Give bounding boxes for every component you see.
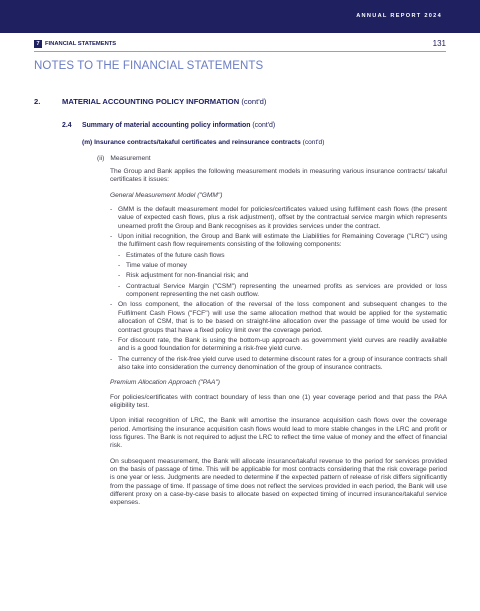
heading-2-number: 2. <box>34 97 41 106</box>
lrc-components-list <box>118 252 447 300</box>
heading-2-4-title: Summary of material accounting policy information <box>82 122 251 129</box>
gmm-list <box>110 206 447 372</box>
gmm-subheading: General Measurement Model ("GMM") <box>110 191 223 199</box>
paa-paragraph: On subsequent measurement, the Bank will allocate insurance/takaful revenue to the period for services provided on the basis of passage of time. This will be applicable for most contracts considering that the risk coverage period is one year or less. Judgments are needed to determine if the expected pattern of release of risk differs significantly from the passage of time. If passage of time does not reflect the services provided in each period, the Bank will use different proxy on a case-by-case basis to allocate based on expected timing of incurred insurance/takaful service expenses. <box>110 457 447 507</box>
top-banner <box>0 0 480 33</box>
list-item: - Contractual Service Margin ("CSM") representing the unearned profits as services are provided or loss component representing the net cash outflow. <box>118 283 447 300</box>
list-item: - Risk adjustment for non-financial risk; and <box>118 272 447 280</box>
heading-2-title: MATERIAL ACCOUNTING POLICY INFORMATION <box>62 97 240 106</box>
heading-2-text <box>62 97 266 106</box>
heading-2-4-cont: (cont'd) <box>252 122 276 129</box>
section-header <box>34 39 446 50</box>
paa-paragraph: Upon initial recognition of LRC, the Bank will amortise the insurance acquisition cash flows over the coverage period. Amortising the insurance acquisition cash flows would lead to more stable changes in the LRC and profit or loss figures. The Bank is not required to adjust the LRC to reflect the time value of money and the effect of financial risk. <box>110 417 447 450</box>
annual-report-label: ANNUAL REPORT 2024 <box>356 13 442 19</box>
list-item: - Time value of money <box>118 262 447 270</box>
section-number-badge: 7 <box>34 40 42 48</box>
intro-paragraph: The Group and Bank applies the following measurement models in measuring various insurance contracts/ takaful certificates it issues: <box>110 168 447 184</box>
list-item-text: Upon initial recognition, the Group and Bank will estimate the Liabilities for Remaining Coverage ("LRC") using the fulfilment cash flow requirements consisting of the following components: <box>118 233 447 249</box>
list-item <box>110 233 447 299</box>
section-title: FINANCIAL STATEMENTS <box>45 41 117 47</box>
heading-2-4-text <box>82 122 275 129</box>
list-item: - On loss component, the allocation of the reversal of the loss component and subsequent changes to the Fulfilment Cash Flows ("FCF") will use the same allocation method that would be applied for the systematic allocation of CSM, that is to be based on straight-line allocation over the passage of time would be used for contract groups that have a fixed policy limit over the coverage period. <box>110 301 447 334</box>
list-item: - For discount rate, the Bank is using the bottom-up approach as government yield curves are readily available and is a good foundation for determining a risk-free yield curve. <box>110 337 447 354</box>
list-item: - The currency of the risk-free yield curve used to determine discount rates for a group of insurance contracts shall also take into consideration the currency denomination of the group of insurance contracts. <box>110 356 447 373</box>
heading-ii-title: Measurement <box>110 155 151 162</box>
heading-ii-number: (ii) <box>97 155 105 162</box>
header-divider <box>34 51 446 52</box>
list-item: - Estimates of the future cash flows <box>118 252 447 260</box>
page-title: NOTES TO THE FINANCIAL STATEMENTS <box>34 60 264 72</box>
heading-m-title: (m) Insurance contracts/takaful certificates and reinsurance contracts <box>82 139 301 146</box>
heading-2-cont: (cont'd) <box>241 97 267 106</box>
page-number: 131 <box>432 39 446 48</box>
paa-subheading: Premium Allocation Approach ("PAA") <box>110 379 220 387</box>
body-text <box>110 168 447 515</box>
heading-m <box>82 139 324 146</box>
list-item: - GMM is the default measurement model for policies/certificates valued using fulfilment cash flows (the present value of expected cash flows, plus a risk adjustment), offset by the contractual service margin which represents unearned profit the Group and Bank recognises as it provides services under the contract. <box>110 206 447 231</box>
heading-m-cont: (cont'd) <box>302 139 325 146</box>
heading-2-4-number: 2.4 <box>62 122 72 129</box>
paa-paragraph: For policies/certificates with contract boundary of less than one (1) year coverage period and that pass the PAA eligibility test. <box>110 393 447 409</box>
heading-ii <box>97 155 151 162</box>
